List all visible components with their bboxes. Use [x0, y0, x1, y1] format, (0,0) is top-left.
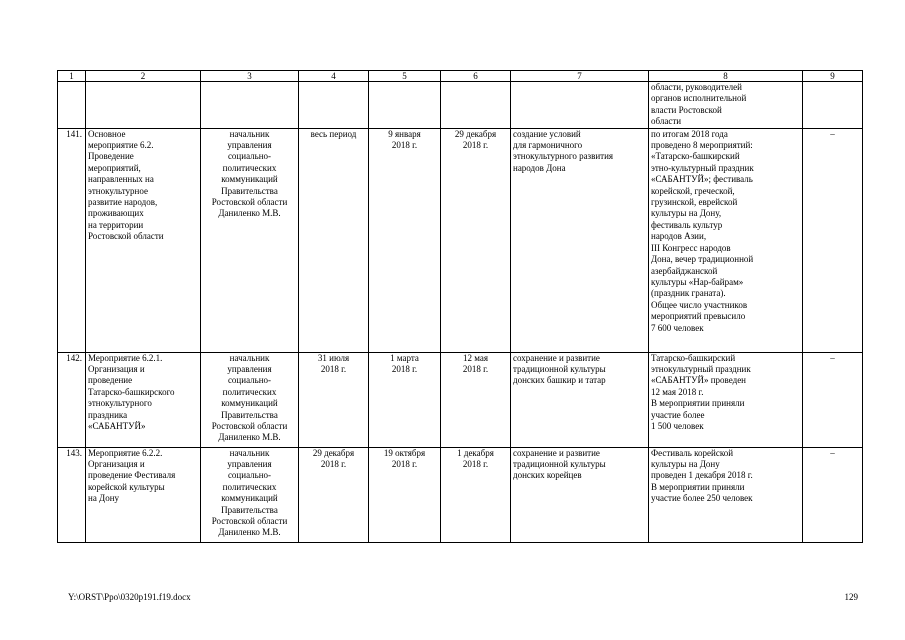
- header-col-1: 1: [58, 71, 86, 82]
- start-date: 1 марта 2018 г.: [369, 352, 441, 447]
- row-number: 142.: [58, 352, 86, 447]
- row-number: 141.: [58, 128, 86, 352]
- event-name: Мероприятие 6.2.1. Организация и проведение Татарско-башкирского этнокультурного праздника «САБАНТУЙ»: [86, 352, 201, 447]
- actual-result: Татарско-башкирский этнокультурный праздник «САБАНТУЙ» проведен 12 мая 2018 г. В мероприятии приняли участие более 1 500 человек: [649, 352, 803, 447]
- responsible: начальник управления социально- политических коммуникаций Правительства Ростовской области Даниленко М.В.: [201, 128, 299, 352]
- start-date: 9 января 2018 г.: [369, 128, 441, 352]
- period: 31 июля 2018 г.: [299, 352, 369, 447]
- period: 29 декабря 2018 г.: [299, 447, 369, 542]
- file-path: Y:\ORST\Ppo\0320p191.f19.docx: [68, 592, 191, 602]
- header-col-3: 3: [201, 71, 299, 82]
- end-date: 1 декабря 2018 г.: [441, 447, 511, 542]
- expected-result: создание условий для гармоничного этнокультурного развития народов Дона: [511, 128, 649, 352]
- header-col-6: 6: [441, 71, 511, 82]
- start-date: 19 октября 2018 г.: [369, 447, 441, 542]
- event-name: Основное мероприятие 6.2. Проведение мероприятий, направленных на этнокультурное развитие народов, проживающих на территории Ростовской области: [86, 128, 201, 352]
- header-col-7: 7: [511, 71, 649, 82]
- header-col-4: 4: [299, 71, 369, 82]
- header-col-8: 8: [649, 71, 803, 82]
- header-col-5: 5: [369, 71, 441, 82]
- expected-result: сохранение и развитие традиционной культуры донских башкир и татар: [511, 352, 649, 447]
- event-name: Мероприятие 6.2.2. Организация и проведение Фестиваля корейской культуры на Дону: [86, 447, 201, 542]
- end-date: 12 мая 2018 г.: [441, 352, 511, 447]
- table-row: [58, 128, 863, 352]
- actual-result: по итогам 2018 года проведено 8 мероприятий: «Татарско-башкирский этно-культурный праздник «САБАНТУЙ»; фестиваль корейской, греческой, грузинской, еврейской культуры на Дону, фестиваль культур народов Азии, III Конгресс народов Дона, вечер традиционной азербайджанской культуры «Нар-байрам» (праздник граната). Общее число участников мероприятий превысило 7 600 человек: [649, 128, 803, 352]
- report-table: [57, 70, 863, 543]
- header-col-9: 9: [803, 71, 863, 82]
- header-col-2: 2: [86, 71, 201, 82]
- table-row: [58, 447, 863, 542]
- header-row: [58, 71, 863, 82]
- period: весь период: [299, 128, 369, 352]
- note: –: [803, 447, 863, 542]
- table-row: [58, 352, 863, 447]
- continuation-row: [58, 82, 863, 129]
- note: –: [803, 352, 863, 447]
- expected-result: сохранение и развитие традиционной культуры донских корейцев: [511, 447, 649, 542]
- responsible: начальник управления социально- политических коммуникаций Правительства Ростовской области Даниленко М.В.: [201, 352, 299, 447]
- page-number: 129: [844, 592, 858, 602]
- continuation-actual: области, руководителей органов исполнительной власти Ростовской области: [649, 82, 803, 129]
- end-date: 29 декабря 2018 г.: [441, 128, 511, 352]
- row-number: 143.: [58, 447, 86, 542]
- note: –: [803, 128, 863, 352]
- actual-result: Фестиваль корейской культуры на Дону проведен 1 декабря 2018 г. В мероприятии приняли участие более 250 человек: [649, 447, 803, 542]
- responsible: начальник управления социально- политических коммуникаций Правительства Ростовской области Даниленко М.В.: [201, 447, 299, 542]
